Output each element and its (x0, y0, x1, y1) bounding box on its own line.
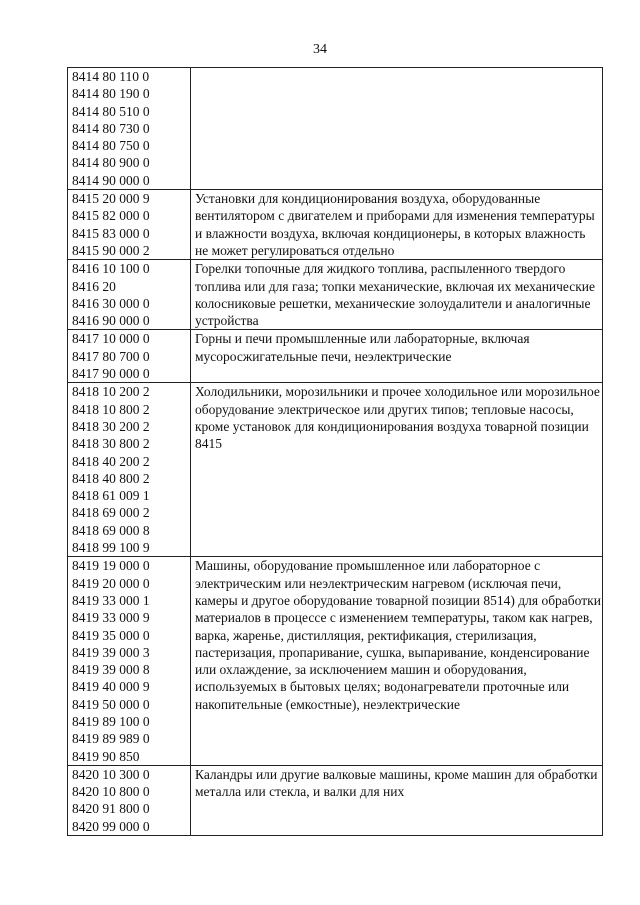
tn-ved-code: 8419 39 000 3 (72, 644, 150, 660)
tn-ved-code: 8415 20 000 9 (72, 191, 150, 207)
tn-ved-code: 8419 50 000 0 (72, 696, 150, 712)
tn-ved-code: 8418 69 000 8 (72, 522, 150, 538)
tn-ved-code: 8418 69 000 2 (72, 505, 150, 521)
tn-ved-code: 8420 91 800 0 (72, 801, 150, 817)
tn-ved-code: 8417 90 000 0 (72, 366, 150, 382)
description-cell (191, 260, 603, 330)
tn-ved-code: 8416 10 100 0 (72, 261, 150, 277)
tn-ved-code: 8414 80 730 0 (72, 120, 150, 136)
code-table-body (68, 68, 603, 836)
table-row (68, 260, 603, 330)
description-cell (191, 765, 603, 835)
tn-ved-code: 8415 83 000 0 (72, 225, 150, 241)
product-description: Каландры или другие валковые машины, кроме машин для обработки металла или стекла, и валки для них (195, 766, 598, 800)
tn-ved-code: 8414 80 750 0 (72, 138, 150, 154)
tn-ved-code: 8414 90 000 0 (72, 172, 150, 188)
tn-ved-code: 8420 10 300 0 (72, 766, 150, 782)
product-description: Холодильники, морозильники и прочее холодильное или морозильное оборудование электрическое или других типов; тепловые насосы, кроме установок для кондиционирования воздуха товарной позиции 8415 (195, 384, 600, 452)
table-row (68, 68, 603, 190)
tn-ved-code: 8419 39 000 8 (72, 662, 150, 678)
description-cell (191, 190, 603, 260)
description-cell (191, 330, 603, 383)
tn-ved-code: 8417 10 000 0 (72, 331, 150, 347)
code-cell (68, 190, 191, 260)
tn-ved-code: 8419 33 000 9 (72, 610, 150, 626)
table-row (68, 557, 603, 766)
tn-ved-code: 8416 20 (72, 278, 116, 294)
page-number: 34 (313, 42, 327, 57)
table-row (68, 330, 603, 383)
tn-ved-code: 8418 10 200 2 (72, 384, 150, 400)
tn-ved-code: 8418 30 800 2 (72, 436, 150, 452)
code-cell (68, 383, 191, 557)
table-row (68, 190, 603, 260)
tn-ved-code: 8418 30 200 2 (72, 418, 150, 434)
code-cell (68, 330, 191, 383)
product-description: Установки для кондиционирования воздуха, оборудованные вентилятором с двигателем и приборами для изменения температуры и влажности воздуха, включая кондиционеры, в которых влажность не может регулироваться отдельно (195, 191, 595, 258)
tn-ved-code: 8418 40 200 2 (72, 453, 150, 469)
tn-ved-code: 8419 20 000 0 (72, 575, 150, 591)
tn-ved-code: 8420 10 800 0 (72, 784, 150, 800)
code-cell (68, 68, 191, 190)
table-row (68, 383, 603, 557)
description-cell (191, 68, 603, 190)
tn-ved-code: 8419 90 850 (72, 748, 140, 764)
tn-ved-code: 8418 40 800 2 (72, 470, 150, 486)
tn-ved-code: 8414 80 190 0 (72, 86, 150, 102)
tn-ved-code: 8414 80 110 0 (72, 69, 150, 84)
tn-ved-code: 8419 89 989 0 (72, 731, 150, 747)
product-description: Горелки топочные для жидкого топлива, распыленного твердого топлива или для газа; топки механические, включая их механические колосниковые решетки, механические золоудалители и аналогичные устройства (195, 261, 596, 329)
tn-ved-code: 8418 99 100 9 (72, 540, 150, 556)
code-cell (68, 765, 191, 835)
code-table (67, 67, 603, 836)
tn-ved-code: 8418 10 800 2 (72, 401, 150, 417)
product-description: Машины, оборудование промышленное или лабораторное с электрическим или неэлектрическим нагревом (исключая печи, камеры и другое оборудование товарной позиции 8514) для обработки материалов в процессе с изменением температуры, таком как нагрев, варка, жаренье, дистилляция, ректификация, стерилизация, пастеризация, пропаривание, сушка, выпаривание, конденсирование или охлаждение, за исключением машин и оборудования, используемых в бытовых целях; водонагреватели проточные или накопительные (емкостные), неэлектрические (195, 558, 601, 712)
tn-ved-code: 8419 89 100 0 (72, 713, 150, 729)
tn-ved-code: 8415 82 000 0 (72, 208, 150, 224)
tn-ved-code: 8415 90 000 2 (72, 242, 150, 258)
tn-ved-code: 8414 80 510 0 (72, 103, 150, 119)
product-description: Горны и печи промышленные или лабораторные, включая мусоросжигательные печи, неэлектрические (195, 331, 530, 364)
tn-ved-code: 8419 19 000 0 (72, 558, 150, 574)
tn-ved-code: 8419 35 000 0 (72, 627, 150, 643)
tn-ved-code: 8418 61 009 1 (72, 488, 150, 504)
table-row (68, 765, 603, 835)
description-cell (191, 383, 603, 557)
tn-ved-code: 8420 99 000 0 (72, 818, 150, 834)
tn-ved-code: 8416 90 000 0 (72, 313, 150, 329)
description-cell (191, 557, 603, 766)
tn-ved-code: 8416 30 000 0 (72, 295, 150, 311)
tn-ved-code: 8419 40 000 9 (72, 679, 150, 695)
tn-ved-code: 8419 33 000 1 (72, 592, 150, 608)
tn-ved-code: 8414 80 900 0 (72, 155, 150, 171)
code-cell (68, 557, 191, 766)
tn-ved-code: 8417 80 700 0 (72, 348, 150, 364)
code-cell (68, 260, 191, 330)
